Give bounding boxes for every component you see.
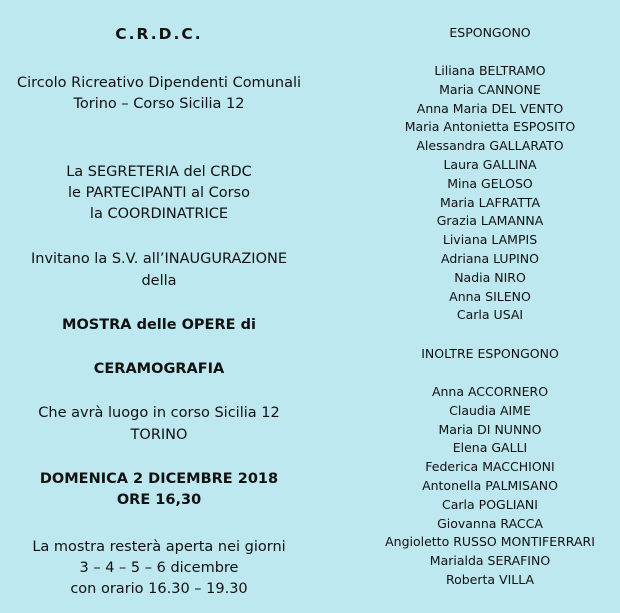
exhibitor-name: Carla USAI [456, 307, 524, 323]
exhibitor-name: Alessandra GALLARATO [416, 138, 564, 154]
exhibitor-name: Maria Antonietta ESPOSITO [404, 119, 576, 135]
host-participants: le PARTECIPANTI al Corso [68, 185, 250, 201]
exhibitor-name: Nadia NIRO [454, 269, 526, 285]
host-coordinator: la COORDINATRICE [89, 206, 229, 222]
opening-days-text: La mostra resterà aperta nei giorni [32, 539, 286, 555]
exhibitors-heading: ESPONGONO [449, 25, 531, 40]
exhibitors-column [360, 0, 620, 613]
opening-hours: con orario 16.30 – 19.30 [70, 581, 248, 597]
exhibitor-name: Anna Maria DEL VENTO [416, 100, 564, 116]
exhibitor-name: Marialda SERAFINO [429, 553, 551, 569]
event-date: DOMENICA 2 DICEMBRE 2018 [39, 471, 279, 487]
exhibitor-name: Giovanna RACCA [437, 515, 543, 531]
exhibitor-name: Federica MACCHIONI [425, 459, 555, 475]
club-name: Circolo Ricreativo Dipendenti Comunali [16, 75, 302, 91]
additional-exhibitors-list [360, 383, 620, 590]
exhibitor-name: Liviana LAMPIS [442, 232, 538, 248]
exhibitor-name: Laura GALLINA [443, 156, 537, 172]
club-acronym: C.R.D.C. [115, 25, 203, 43]
club-address: Torino – Corso Sicilia 12 [73, 96, 245, 112]
exhibitor-name: Angioletto RUSSO MONTIFERRARI [385, 534, 595, 550]
exhibitor-name: Mina GELOSO [447, 175, 533, 191]
exhibition-title: MOSTRA delle OPERE di [62, 317, 256, 333]
event-time: ORE 16,30 [116, 492, 202, 508]
exhibitor-name: Elena GALLI [452, 440, 528, 456]
venue-city: TORINO [130, 427, 188, 443]
exhibitor-name: Claudia AIME [449, 402, 531, 418]
opening-dates: 3 – 4 – 5 – 6 dicembre [79, 560, 239, 576]
exhibitor-name: Adriana LUPINO [441, 250, 539, 266]
host-secretariat: La SEGRETERIA del CRDC [66, 164, 252, 180]
exhibition-subject: CERAMOGRAFIA [93, 361, 225, 377]
invite-text: Invitano la S.V. all’INAUGURAZIONE [30, 251, 287, 267]
exhibitor-name: Antonella PALMISANO [422, 477, 558, 493]
invite-text-cont: della [141, 273, 177, 289]
exhibitor-name: Roberta VILLA [445, 571, 535, 587]
exhibitor-name: Anna ACCORNERO [431, 384, 549, 399]
exhibitor-name: Liliana BELTRAMO [434, 63, 546, 78]
exhibitor-name: Maria LAFRATTA [439, 194, 541, 210]
additional-exhibitors-heading: INOLTRE ESPONGONO [421, 346, 559, 361]
exhibitor-name: Maria DI NUNNO [438, 421, 542, 437]
exhibitor-name: Anna SILENO [449, 288, 531, 304]
exhibitor-name: Carla POGLIANI [442, 496, 538, 512]
exhibitor-name: Maria CANNONE [439, 81, 541, 97]
venue-text: Che avrà luogo in corso Sicilia 12 [38, 405, 280, 421]
exhibitors-list [360, 62, 620, 325]
exhibitor-name: Grazia LAMANNA [436, 213, 544, 229]
